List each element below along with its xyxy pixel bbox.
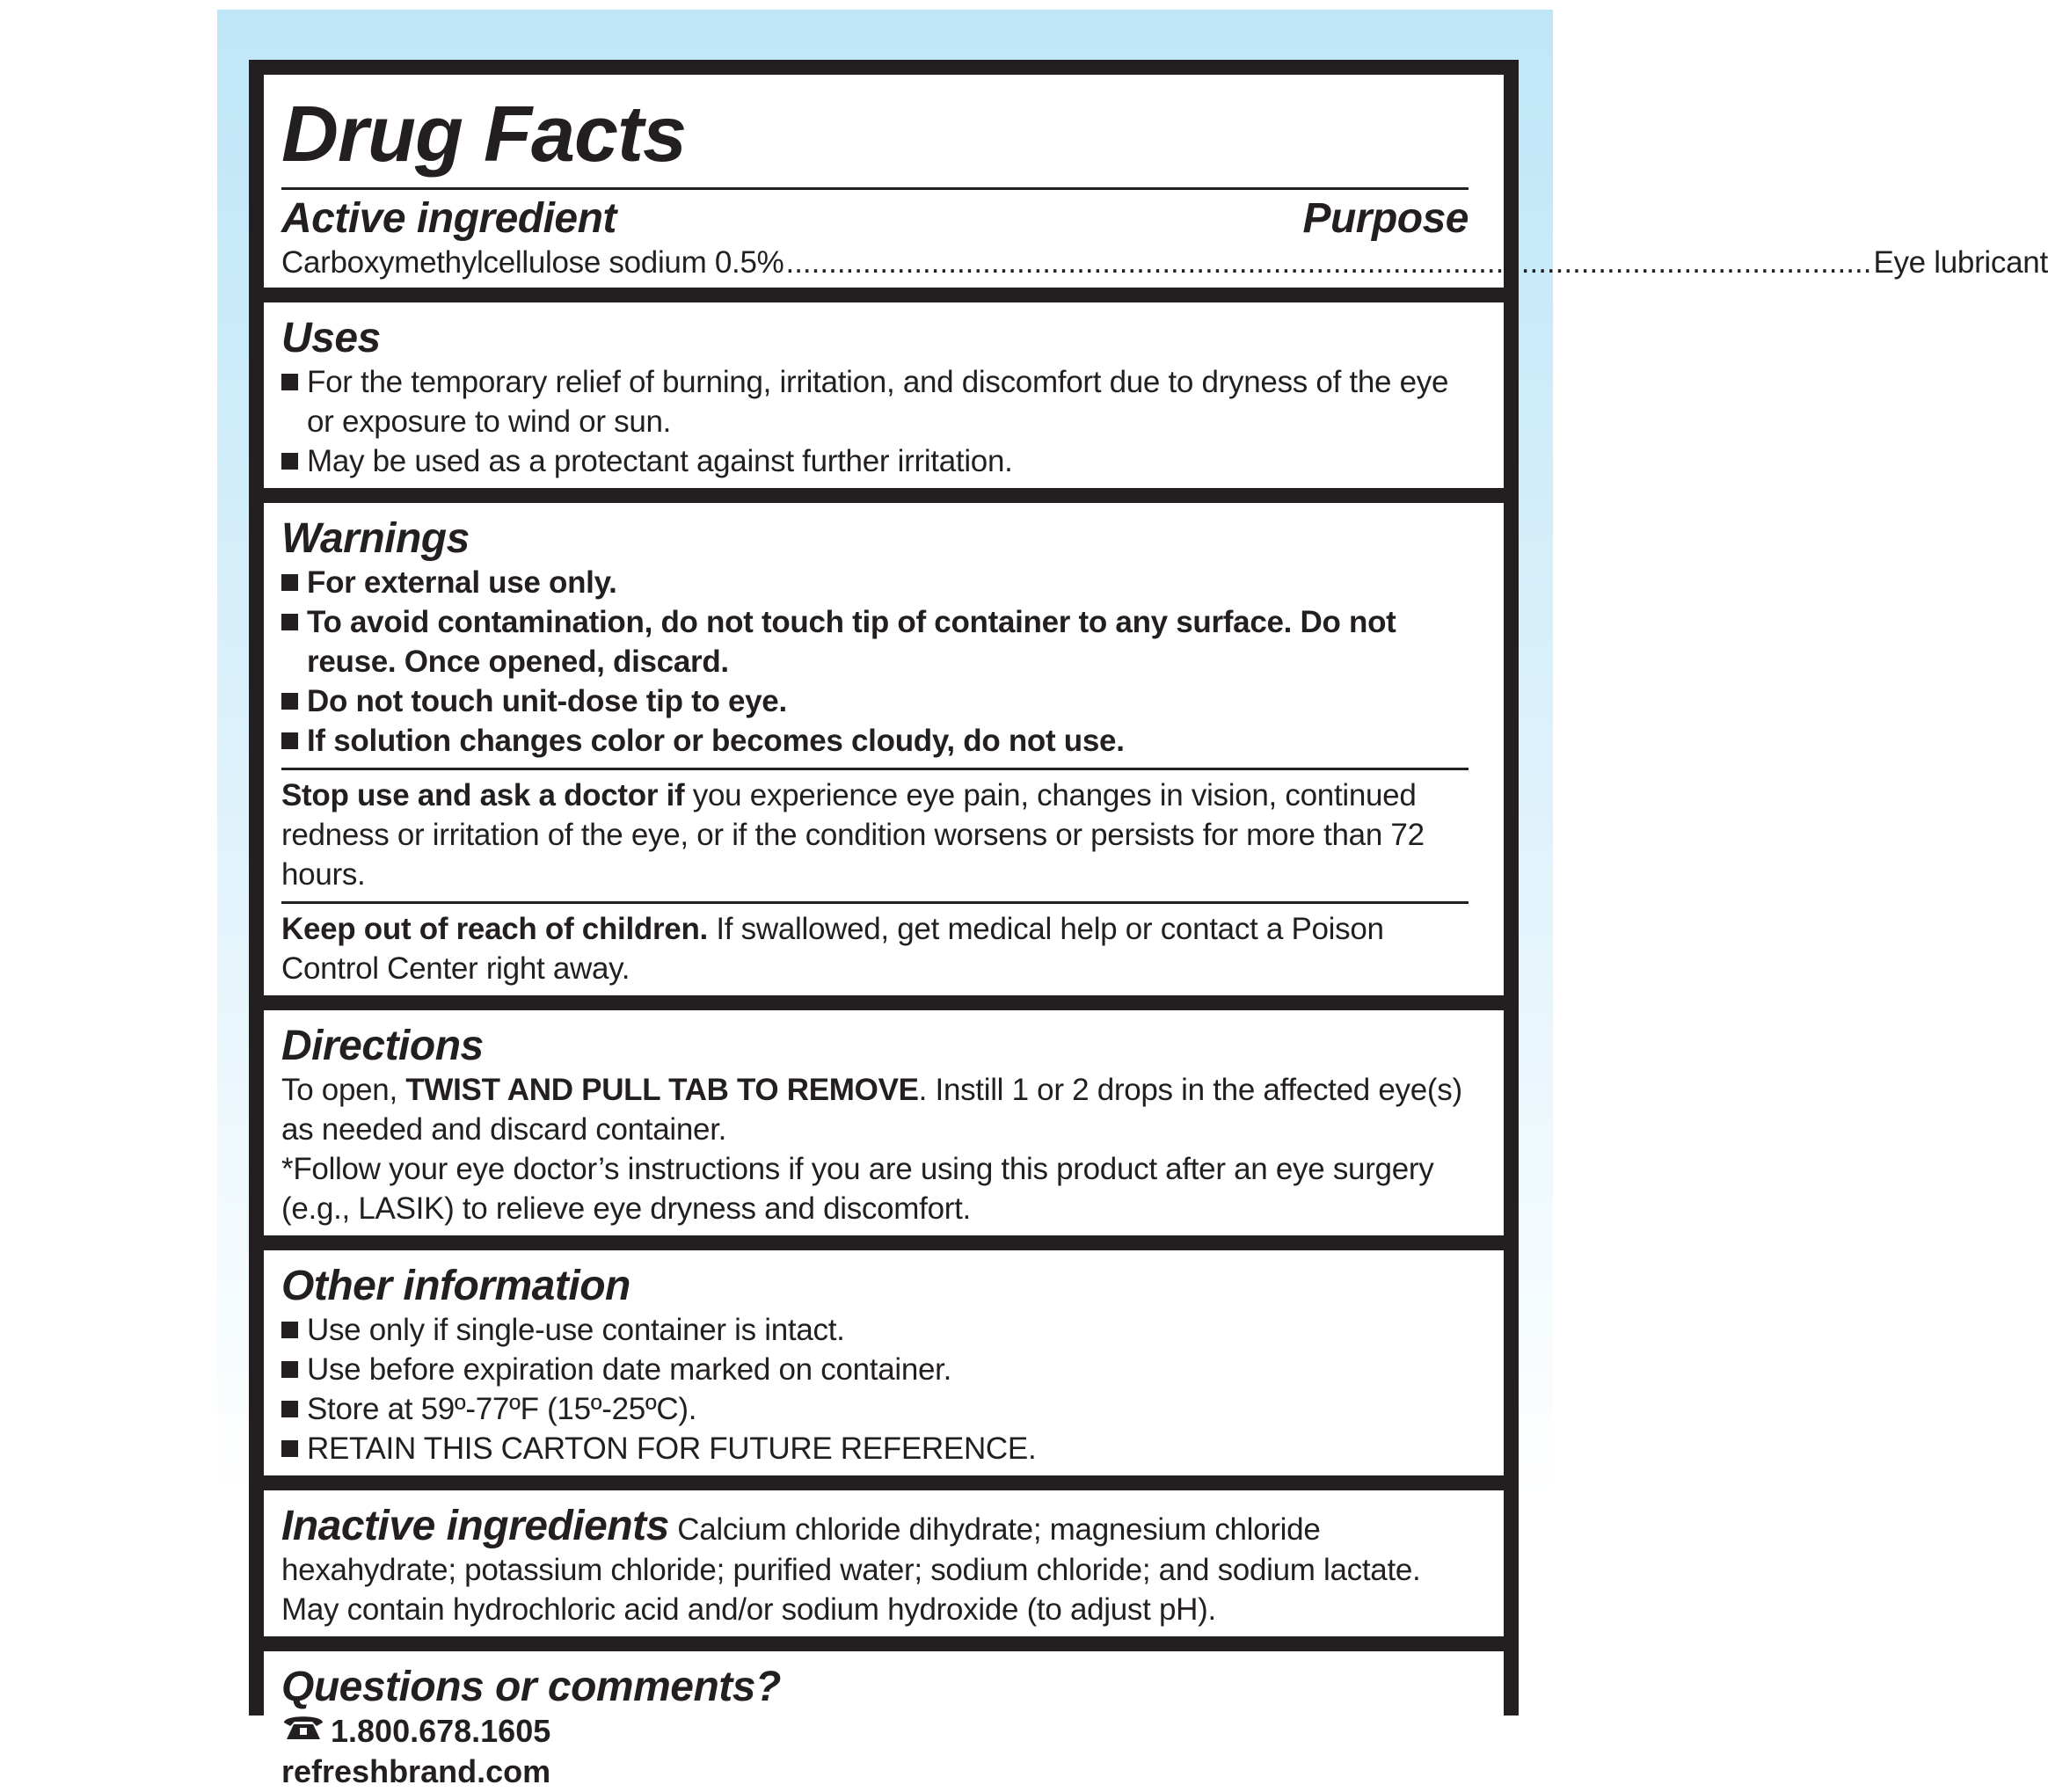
bullet-square-icon [281, 732, 298, 749]
directions-text: To open, TWIST AND PULL TAB TO REMOVE. Instill 1 or 2 drops in the affected eye(s) as needed and discard container. [281, 1073, 1462, 1147]
uses-section [264, 302, 1504, 488]
list-item: To avoid contamination, do not touch tip of container to any surface. Do not reuse. Once opened, discard. [281, 602, 1469, 681]
list-item: If solution changes color or becomes cloudy, do not use. [281, 721, 1469, 761]
other-information-heading: Other information [281, 1263, 630, 1309]
phone-number: 1.800.678.1605 [281, 1711, 1469, 1752]
purpose-value: Eye lubricant [1873, 245, 2048, 280]
list-item: Use only if single-use container is intact. [281, 1310, 1469, 1350]
directions-section [264, 1010, 1504, 1235]
divider [281, 901, 1469, 904]
list-item: Use before expiration date marked on container. [281, 1350, 1469, 1389]
bullet-square-icon [281, 1401, 298, 1417]
purpose-heading: Purpose [1302, 195, 1469, 242]
bullet-square-icon [281, 1322, 298, 1338]
bullet-square-icon [281, 1361, 298, 1378]
bullet-square-icon [281, 693, 298, 710]
drug-facts-panel [249, 60, 2048, 1789]
leader-dots: ............................................................................................................................... [785, 245, 1872, 280]
keep-out-paragraph: Keep out of reach of children. If swallowed, get medical help or contact a Poison Control Center right away. [281, 912, 1384, 986]
other-information-section [264, 1250, 1504, 1475]
divider [281, 768, 1469, 770]
directions-heading: Directions [281, 1023, 484, 1069]
inactive-ingredients-section [264, 1490, 1504, 1636]
website-link[interactable]: refreshbrand.com [281, 1753, 551, 1789]
active-ingredient-section [264, 75, 2048, 288]
questions-heading: Questions or comments? [281, 1664, 781, 1710]
drug-facts-title: Drug Facts [281, 92, 1469, 190]
warnings-heading: Warnings [281, 515, 470, 562]
list-item: For the temporary relief of burning, irritation, and discomfort due to dryness of the eye or exposure to wind or sun. [281, 362, 1469, 441]
bullet-square-icon [281, 374, 298, 390]
bullet-square-icon [281, 1440, 298, 1457]
list-item: For external use only. [281, 563, 1469, 602]
bullet-square-icon [281, 574, 298, 591]
questions-section [264, 1651, 1504, 1792]
active-ingredient-name: Carboxymethylcellulose sodium 0.5% [281, 245, 784, 280]
list-item: Store at 59º-77ºF (15º-25ºC). [281, 1389, 1469, 1429]
uses-heading: Uses [281, 315, 381, 361]
bullet-square-icon [281, 614, 298, 630]
bullet-square-icon [281, 453, 298, 470]
directions-note: *Follow your eye doctor’s instructions if you are using this product after an eye surgery (e.g., LASIK) to relieve eye dryness and discomfort. [281, 1152, 1434, 1226]
inactive-ingredients-text: Inactive ingredients Calcium chloride dihydrate; magnesium chloride hexahydrate; potassium chloride; purified water; sodium chloride; and sodium lactate. May contain hydrochloric acid and/or sodium hydroxide (to adjust pH). [281, 1503, 1421, 1627]
list-item: RETAIN THIS CARTON FOR FUTURE REFERENCE. [281, 1429, 1469, 1468]
telephone-icon [281, 1711, 331, 1752]
inactive-ingredients-heading: Inactive ingredients [281, 1503, 669, 1549]
active-ingredient-heading: Active ingredient [281, 195, 616, 242]
list-item: Do not touch unit-dose tip to eye. [281, 681, 1469, 721]
warnings-section [264, 503, 1504, 995]
stop-use-paragraph: Stop use and ask a doctor if you experience eye pain, changes in vision, continued redness or irritation of the eye, or if the condition worsens or persists for more than 72 hours. [281, 778, 1425, 892]
list-item: May be used as a protectant against further irritation. [281, 441, 1469, 481]
